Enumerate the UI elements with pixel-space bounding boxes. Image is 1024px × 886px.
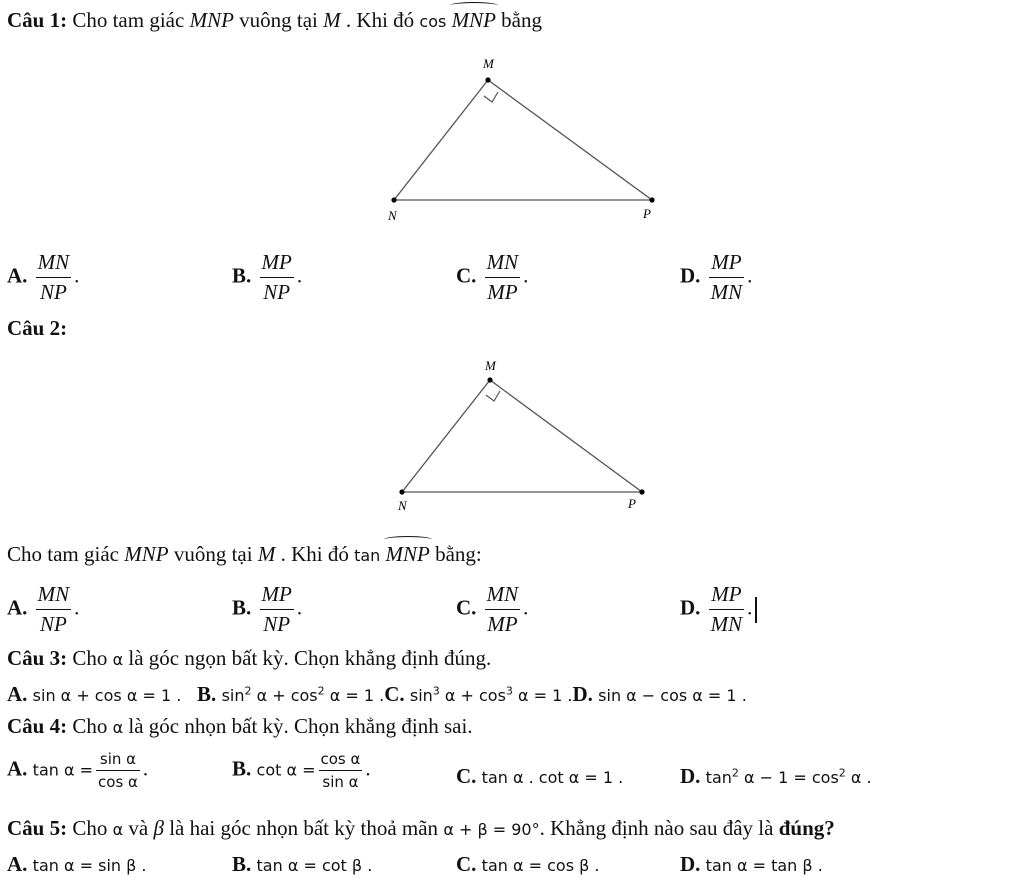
q2-option-a[interactable]: A. $\frac{MN}{NP}$ . — [7, 582, 80, 636]
q2-text-a: Cho tam giác — [7, 542, 119, 566]
q2-angle: MNP — [385, 542, 430, 566]
q1-label: Câu 1: — [7, 8, 68, 32]
q4-label: Câu 4: — [7, 714, 68, 738]
q5-option-d[interactable]: D. tan α = tan β . — [680, 852, 823, 876]
q5-option-b[interactable]: B. tan α = cot β . — [232, 852, 373, 876]
q1-option-c[interactable]: C. $\frac{MN}{MP}$ . — [456, 250, 529, 304]
q1-fn: cos — [419, 12, 447, 31]
text-cursor — [755, 597, 757, 623]
q2-stem — [7, 542, 482, 567]
q4-option-d[interactable]: D. $\tan^2 \alpha - 1 = \cos^2 \alpha$ . — [680, 764, 872, 788]
q2-option-d[interactable]: D. $\frac{MP}{MN}$ . — [680, 582, 757, 637]
q1-option-d[interactable]: D. $\frac{MP}{MN}$ . — [680, 250, 753, 304]
q5-option-a[interactable]: A. tan α = sin β . — [7, 852, 147, 876]
q3-option-b[interactable]: B. $\sin^2 \alpha + \cos^2 \alpha = 1$ . — [197, 682, 385, 706]
q2-label-P: P — [628, 496, 636, 511]
q1-stem — [7, 8, 542, 33]
q2-triangle: MNP — [124, 542, 169, 566]
q3-label: Câu 3: — [7, 646, 68, 670]
q3-option-c[interactable]: C. $\sin^3 \alpha + \cos^3 \alpha = 1$ . — [384, 682, 573, 706]
q1-label-M: M — [483, 56, 494, 71]
q5-label: Câu 5: — [7, 816, 68, 840]
q1-text-d: bằng — [501, 8, 542, 32]
q1-text-c: . Khi đó — [345, 8, 415, 32]
q5-stem: Câu 5: Cho α và β là hai góc nhọn bất kỳ thoả mãn α + β = 90°. Khẳng định nào sau đây là đúng? — [7, 816, 835, 840]
q3-stem: Câu 3: Cho α là góc ngọn bất kỳ. Chọn khẳng định đúng. — [7, 646, 492, 670]
q4-option-a[interactable]: A. tan α = $\frac{\text{sin α}}{\text{cos α}}$ . — [7, 750, 149, 791]
q2-text-c: . Khi đó — [280, 542, 349, 566]
q2-vertex: M — [257, 542, 276, 566]
q2-label: Câu 2: — [7, 316, 68, 340]
q1-triangle-figure — [380, 52, 680, 227]
q2-option-b[interactable]: B. $\frac{MP}{NP}$ . — [232, 582, 303, 636]
q2-text-b: vuông tại — [173, 542, 253, 566]
q2-option-c[interactable]: C. $\frac{MN}{MP}$ . — [456, 582, 529, 636]
q4-option-c[interactable]: C. tan α . cot α = 1 . — [456, 764, 624, 788]
q5-option-c[interactable]: C. tan α = cos β . — [456, 852, 600, 876]
q3-options — [7, 682, 747, 707]
q2-text-d: bằng: — [435, 542, 482, 566]
q4-option-b[interactable]: B. cot α = $\frac{\text{cos α}}{\text{sin α}}$ . — [232, 750, 371, 791]
q2-label-M: M — [485, 358, 496, 373]
q1-label-P: P — [643, 206, 651, 221]
q3-option-d[interactable]: D. sin α − cos α = 1 . — [572, 682, 747, 706]
q2-triangle-figure — [390, 358, 660, 518]
q1-option-b[interactable]: B. $\frac{MP}{NP}$ . — [232, 250, 303, 304]
q1-option-a[interactable]: A. $\frac{MN}{NP}$ . — [7, 250, 80, 304]
q1-text-a: Cho tam giác — [72, 8, 185, 32]
q1-vertex: M — [323, 8, 341, 32]
q4-stem: Câu 4: Cho α là góc nhọn bất kỳ. Chọn khẳng định sai. — [7, 714, 473, 738]
q1-text-b: vuông tại — [239, 8, 318, 32]
q1-angle: MNP — [451, 8, 496, 32]
q1-label-N: N — [388, 208, 397, 223]
q2-label-N: N — [398, 498, 407, 513]
q2-fn: tan — [354, 546, 381, 565]
q1-triangle: MNP — [189, 8, 234, 32]
q3-option-a[interactable]: A. sin α + cos α = 1 . — [7, 682, 182, 706]
